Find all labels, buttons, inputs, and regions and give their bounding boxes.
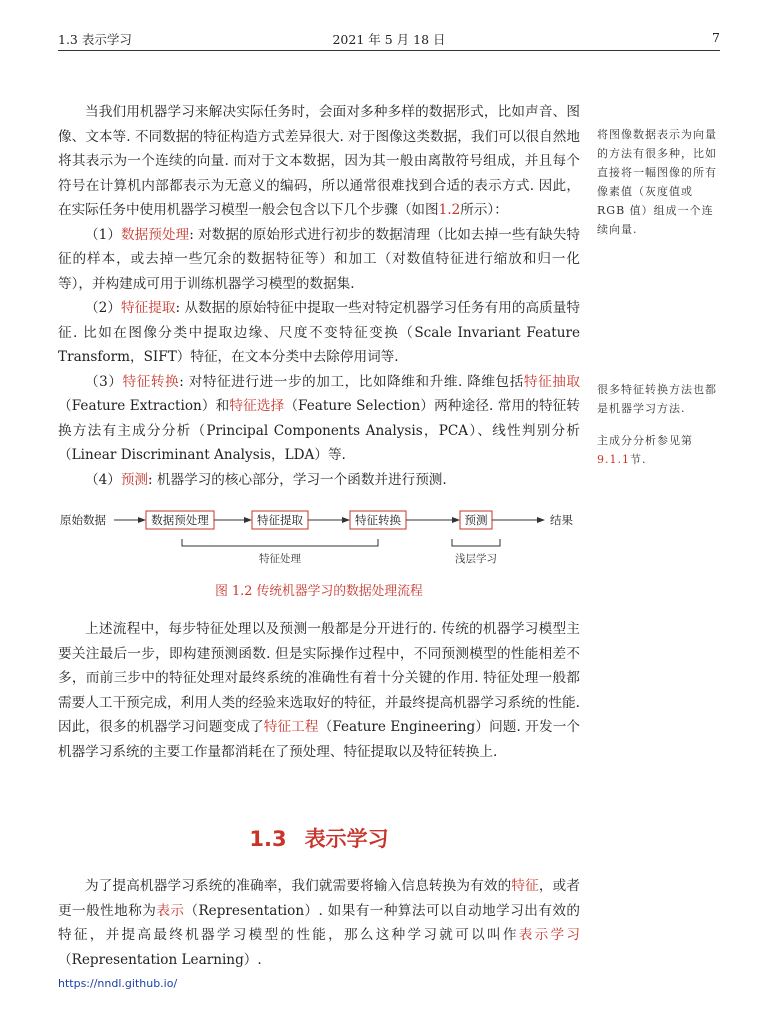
margin-note-feature-transform: 很多特征转换方法也都是机器学习方法. bbox=[597, 383, 717, 415]
figure-output-label: 结果 bbox=[550, 513, 573, 527]
brace-label-shallow-learning: 浅层学习 bbox=[455, 553, 497, 565]
section-number: 1.3 bbox=[249, 827, 287, 851]
term-representation-learning: 表示学习 bbox=[518, 927, 581, 943]
section-ref-link[interactable]: 9.1.1 bbox=[597, 453, 630, 466]
intro-block bbox=[58, 100, 580, 492]
header-rule bbox=[58, 50, 720, 51]
step-2: （2）特征提取: 从数据的原始特征中提取一些对特定机器学习任务有用的高质量特征. 比如在图像分类中提取边缘、尺度不变特征变换（Scale Invariant Feature Transform，SIFT）特征，在文本分类中去除停用词等. bbox=[58, 300, 580, 365]
running-header bbox=[58, 30, 720, 50]
term-representation: 表示 bbox=[156, 902, 185, 919]
paragraph-2: 上述流程中，每步特征处理以及预测一般都是分开进行的. 传统的机器学习模型主要关注最后一步，即构建预测函数. 但是实际操作过程中，不同预测模型的性能相差不多，而前三步中的特征处理对最终系统的准确性有着十分关键的作用. 特征处理一般都需要人工干预完成，利用人类的经验来选取好的特征，并最终提高机器学习系统的性能. 因此，很多的机器学习问题变成了特征工程（Feature Engineering）问题. 开发一个机器学习系统的主要工作量都消耗在了预处理、特征提取以及特征转换上. bbox=[58, 621, 581, 760]
paragraph-3-block bbox=[58, 874, 580, 972]
term-feature-abstraction: 特征抽取 bbox=[523, 373, 581, 390]
box-label-transform: 特征转换 bbox=[355, 513, 401, 527]
brace-shallow-learning bbox=[452, 539, 500, 546]
section-heading bbox=[58, 823, 580, 853]
margin-note-pca: 主成分分析参见第9.1.1节. bbox=[597, 434, 693, 466]
figure-caption: 图 1.2 传统机器学习的数据处理流程 bbox=[215, 584, 423, 599]
term-feature-engineering: 特征工程 bbox=[263, 719, 319, 735]
brace-label-feature-processing: 特征处理 bbox=[259, 553, 301, 565]
term-feature-extraction: 特征提取 bbox=[120, 300, 176, 316]
term-data-preprocessing: 数据预处理 bbox=[120, 226, 190, 243]
term-prediction: 预测 bbox=[120, 471, 149, 488]
footer-url-link[interactable]: https://nndl.github.io/ bbox=[58, 977, 178, 990]
box-label-extraction: 特征提取 bbox=[257, 513, 303, 527]
term-feature: 特征 bbox=[511, 878, 539, 894]
header-date: 2021 年 5 月 18 日 bbox=[332, 32, 446, 47]
paragraph-3: 为了提高机器学习系统的准确率，我们就需要将输入信息转换为有效的特征，或者更一般性地称为表示（Representation）. 如果有一种算法可以自动地学习出有效的特征，并提高最终机器学习模型的性能，那么这种学习就可以叫作表示学习（Representation Learning）. bbox=[58, 878, 581, 968]
box-label-prediction: 预测 bbox=[464, 513, 488, 527]
paragraph-intro: 当我们用机器学习来解决实际任务时，会面对多种多样的数据形式，比如声音、图像、文本等. 不同数据的特征构造方式差异很大. 对于图像这类数据，我们可以很自然地将其表示为一个连续的向量. 而对于文本数据，因为其一般由离散符号组成，并且每个符号在计算机内部都表示为无意义的编码，所以通常很难找到合适的表示方式. 因此，在实际任务中使用机器学习模型一般会包含以下几个步骤（如图1.2所示）： bbox=[58, 104, 580, 218]
pipeline-figure bbox=[56, 500, 586, 580]
margin-note-image-vector: 将图像数据表示为向量的方法有很多种，比如直接将一幅图像的所有像素值（灰度值或 RGB 值）组成一个连续向量. bbox=[597, 128, 717, 236]
step-4: （4）预测: 机器学习的核心部分，学习一个函数并进行预测. bbox=[85, 471, 447, 488]
term-feature-selection: 特征选择 bbox=[229, 398, 285, 414]
box-label-preprocessing: 数据预处理 bbox=[151, 513, 209, 527]
header-section: 1.3 表示学习 bbox=[58, 32, 132, 47]
brace-feature-processing bbox=[182, 539, 378, 546]
section-title: 表示学习 bbox=[304, 827, 389, 851]
paragraph-2-block bbox=[58, 617, 580, 764]
figure-ref-link[interactable]: 1.2 bbox=[438, 202, 461, 218]
term-feature-transform: 特征转换 bbox=[122, 373, 180, 390]
step-1: （1）数据预处理: 对数据的原始形式进行初步的数据清理（比如去掉一些有缺失特征的样本，或去掉一些冗余的数据特征等）和加工（对数值特征进行缩放和归一化等），并构建成可用于训练机器学习模型的数据集. bbox=[58, 226, 580, 292]
step-3: （3）特征转换: 对特征进行进一步的加工，比如降维和升维. 降维包括特征抽取（Feature Extraction）和特征选择（Feature Selection）两种途径. 常用的特征转换方法有主成分分析（Principal Components Analysis，PCA）、线性判别分析（Linear Discriminant Analysis，LDA）等. bbox=[58, 373, 581, 463]
figure-input-label: 原始数据 bbox=[60, 513, 106, 527]
header-page-number: 7 bbox=[712, 30, 720, 45]
